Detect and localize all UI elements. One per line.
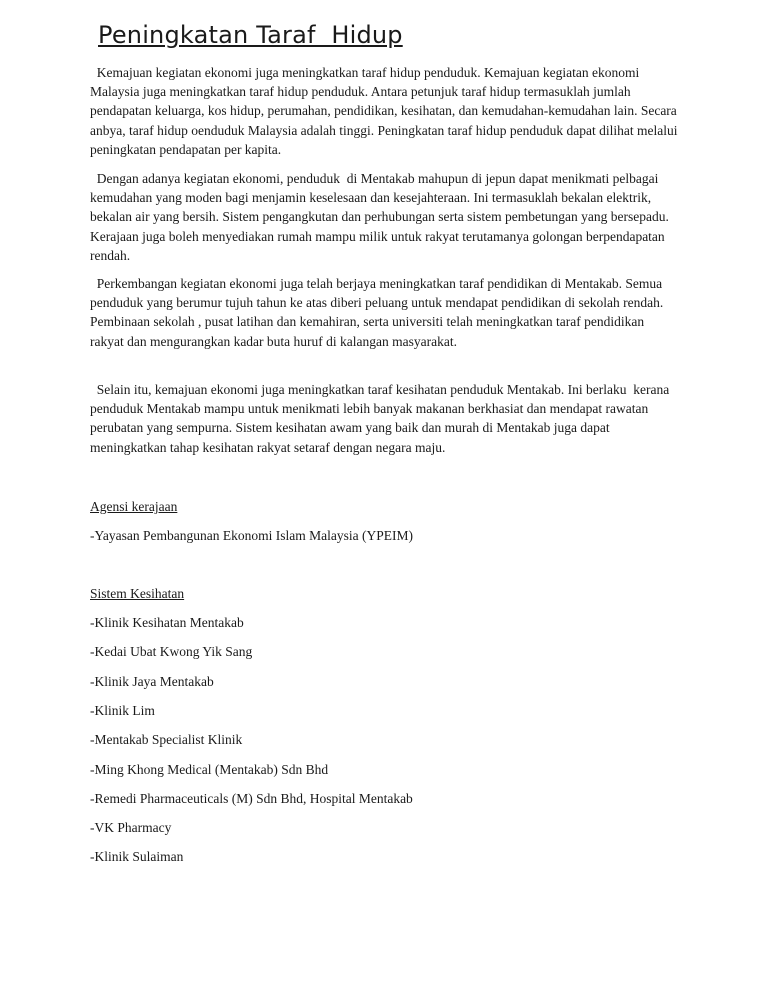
- agensi-item: -Yayasan Pembangunan Ekonomi Islam Malaysia (YPEIM): [90, 528, 413, 543]
- kesihatan-item: -Klinik Lim: [90, 703, 155, 718]
- kesihatan-item: -Remedi Pharmaceuticals (M) Sdn Bhd, Hospital Mentakab: [90, 791, 413, 806]
- kesihatan-item: -Ming Khong Medical (Mentakab) Sdn Bhd: [90, 762, 329, 777]
- kesihatan-item: -Klinik Jaya Mentakab: [90, 674, 214, 689]
- kesihatan-item: -Kedai Ubat Kwong Yik Sang: [90, 644, 253, 659]
- kesihatan-heading: Sistem Kesihatan: [90, 586, 185, 601]
- kesihatan-item: -VK Pharmacy: [90, 820, 172, 835]
- paragraph-kesihatan: Selain itu, kemajuan ekonomi juga meningkatkan taraf kesihatan penduduk Mentakab. Ini berlaku kerana penduduk Mentakab mampu untuk menikmati lebih banyak makanan berkhasiat dan mendapat rawatan perubatan yang sempurna. Sistem kesihatan awam yang baik dan murah di Mentakab juga dapat meningkatkan tahap kesihatan rakyat setaraf dengan negara maju.: [90, 382, 673, 455]
- agensi-heading: Agensi kerajaan: [90, 499, 178, 514]
- kesihatan-item: -Mentakab Specialist Klinik: [90, 732, 243, 747]
- kesihatan-item: -Klinik Kesihatan Mentakab: [90, 615, 244, 630]
- paragraph-taraf-hidup: Kemajuan kegiatan ekonomi juga meningkatkan taraf hidup penduduk. Kemajuan kegiatan ekonomi Malaysia juga meningkatkan taraf hidup penduduk. Antara petunjuk taraf hidup termasuklah jumlah pendapatan keluarga, kos hidup, perumahan, pendidikan, kesihatan, dan kemudahan-kemudahan lain. Secara anbya, taraf hidup oenduduk Malaysia adalah tinggi. Peningkatan taraf hidup penduduk dapat dilihat melalui peningkatan pendapatan per kapita.: [90, 65, 681, 157]
- paragraph-pendidikan: Perkembangan kegiatan ekonomi juga telah berjaya meningkatkan taraf pendidikan di Mentakab. Semua penduduk yang berumur tujuh tahun ke atas diberi peluang untuk mendapat pendidikan di sekolah rendah. Pembinaan sekolah , pusat latihan dan kemahiran, serta universiti telah meningkatkan taraf pendidikan rakyat dan mengurangkan kadar buta huruf di kalangan masyarakat.: [90, 276, 667, 349]
- page-title: Peningkatan Taraf Hidup: [98, 21, 403, 49]
- kesihatan-item: -Klinik Sulaiman: [90, 849, 184, 864]
- paragraph-kemudahan: Dengan adanya kegiatan ekonomi, penduduk di Mentakab mahupun di jepun dapat menikmati pelbagai kemudahan yang moden bagi menjamin keselesaan dan kesejahteraan. Ini termasuklah bekalan elektrik, bekalan air yang bersih. Sistem pengangkutan dan perhubungan serta sistem pembetungan yang bersepadu. Kerajaan juga boleh menyediakan rumah mampu milik untuk rakyat terutamanya golongan berpendapatan rendah.: [90, 171, 673, 263]
